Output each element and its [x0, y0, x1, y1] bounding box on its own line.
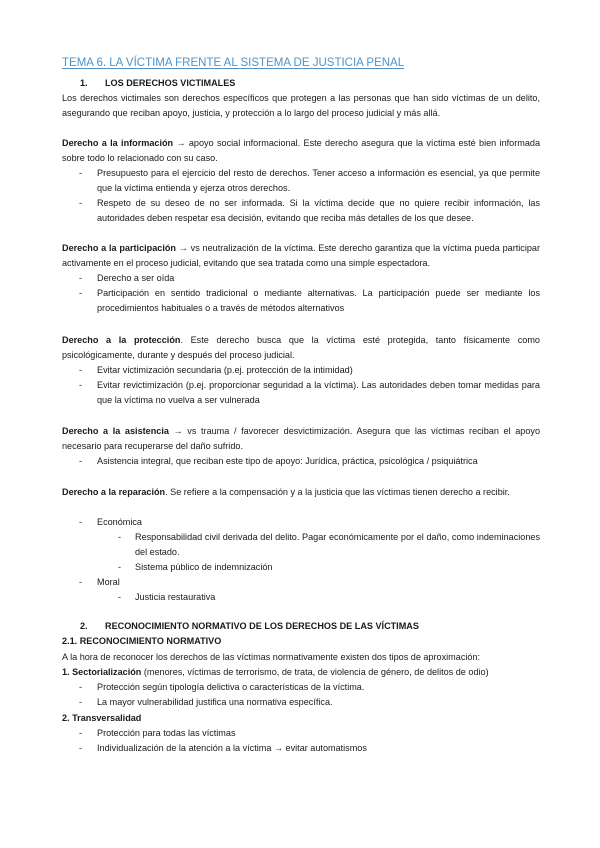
reparacion-paragraph: [62, 485, 540, 500]
asistencia-paragraph: [62, 424, 540, 454]
page-title: TEMA 6. LA VÍCTIMA FRENTE AL SISTEMA DE JUSTICIA PENAL: [62, 57, 405, 69]
proteccion-paragraph: [62, 333, 540, 363]
list-item: - Respeto de su deseo de no ser informada. Si la víctima decide que no quiere recibir información, las autoridades deben respetar esa decisión, evitando que reciba más detalles de los que desee.: [62, 196, 540, 226]
list-item: - Presupuesto para el ejercicio del resto de derechos. Tener acceso a información es esencial, ya que permite que la víctima entienda y ejerza otros derechos.: [62, 166, 540, 196]
info-text: → apoyo social informacional. Este derecho asegura que la víctima esté bien informada sobre todo lo relacionado con su caso.: [62, 138, 540, 163]
sectorial-paragraph: [62, 665, 540, 680]
reparacion-text: . Se refiere a la compensación y a la justicia que las víctimas tienen derecho a recibir.: [165, 487, 510, 497]
sectorial-text: (menores, víctimas de terrorismo, de trata, de violencia de género, de delitos de odio): [141, 667, 489, 677]
list-item: - Derecho a ser oída: [62, 271, 540, 286]
list-item-economica: - Económica: [62, 515, 540, 530]
subsection-2-1-text: A la hora de reconocer los derechos de las víctimas normativamente existen dos tipos de aproximación:: [62, 652, 481, 662]
list-item-moral: - Moral: [62, 575, 540, 590]
proteccion-text: . Este derecho busca que la víctima esté protegida, tanto físicamente como psicológicamente, durante y después del proceso judicial.: [62, 335, 540, 360]
section-2-number: 2.: [80, 621, 88, 631]
list-item: - Sistema público de indemnización: [62, 560, 540, 575]
asistencia-label: Derecho a la asistencia: [62, 426, 169, 436]
reparacion-label: Derecho a la reparación: [62, 487, 166, 497]
list-item: - Justicia restaurativa: [62, 590, 540, 605]
proteccion-label: Derecho a la protección: [62, 335, 181, 345]
section-1-number: 1.: [80, 78, 88, 88]
list-item: - La mayor vulnerabilidad justifica una normativa específica.: [62, 695, 540, 710]
transversal-paragraph: [62, 711, 540, 726]
asistencia-list: [62, 454, 540, 469]
section-1-heading: [62, 76, 235, 91]
transversal-label: 2. Transversalidad: [62, 713, 142, 723]
list-item: - Evitar revictimización (p.ej. proporcionar seguridad a la víctima). Las autoridades deben tomar medidas para que la víctima no vuelva a ser vulnerada: [62, 378, 540, 408]
list-item: - Asistencia integral, que reciban este tipo de apoyo: Jurídica, práctica, psicológica / psiquiátrica: [62, 454, 540, 469]
list-item: - Protección según tipología delictiva o características de la víctima.: [62, 680, 540, 695]
info-list: [62, 166, 540, 226]
list-item: - Responsabilidad civil derivada del delito. Pagar económicamente por el daño, como indeminaciones del estado.: [62, 530, 540, 560]
info-label: Derecho a la información: [62, 138, 174, 148]
reparacion-list: [62, 515, 540, 605]
info-paragraph: [62, 136, 540, 166]
proteccion-list: [62, 363, 540, 408]
participacion-list: [62, 271, 540, 316]
participacion-paragraph: [62, 241, 540, 271]
asistencia-text: → vs trauma / favorecer desvictimización. Asegura que las víctimas reciban el apoyo necesario para recuperarse del daño sufrido.: [62, 426, 540, 451]
subsection-2-1-heading: 2.1. RECONOCIMIENTO NORMATIVO: [62, 636, 222, 646]
section-1-title: LOS DERECHOS VICTIMALES: [105, 78, 236, 88]
list-item: - Protección para todas las víctimas: [62, 726, 540, 741]
list-item: - Participación en sentido tradicional o mediante alternativas. La participación puede ser mediante los procedimientos habituales o a través de métodos alternativos: [62, 286, 540, 316]
list-item: - Individualización de la atención a la víctima → evitar automatismos: [62, 741, 540, 756]
sectorial-label: 1. Sectorialización: [62, 667, 142, 677]
intro-paragraph: Los derechos victimales son derechos específicos que protegen a las personas que han sido víctimas de un delito, asegurando que reciban apoyo, justicia, y protección a lo largo del proceso judicial y más allá.: [62, 93, 540, 118]
participacion-label: Derecho a la participación: [62, 243, 176, 253]
transversal-list: [62, 726, 540, 756]
list-item: - Evitar victimización secundaria (p.ej. protección de la intimidad): [62, 363, 540, 378]
section-2-title: RECONOCIMIENTO NORMATIVO DE LOS DERECHOS DE LAS VÍCTIMAS: [105, 621, 419, 631]
section-2-heading: [62, 619, 419, 634]
participacion-text: → vs neutralización de la víctima. Este derecho garantiza que la víctima pueda participar activamente en el proceso judicial, evitando que sea tratada como una simple espectadora.: [62, 243, 540, 268]
sectorial-list: [62, 680, 540, 710]
